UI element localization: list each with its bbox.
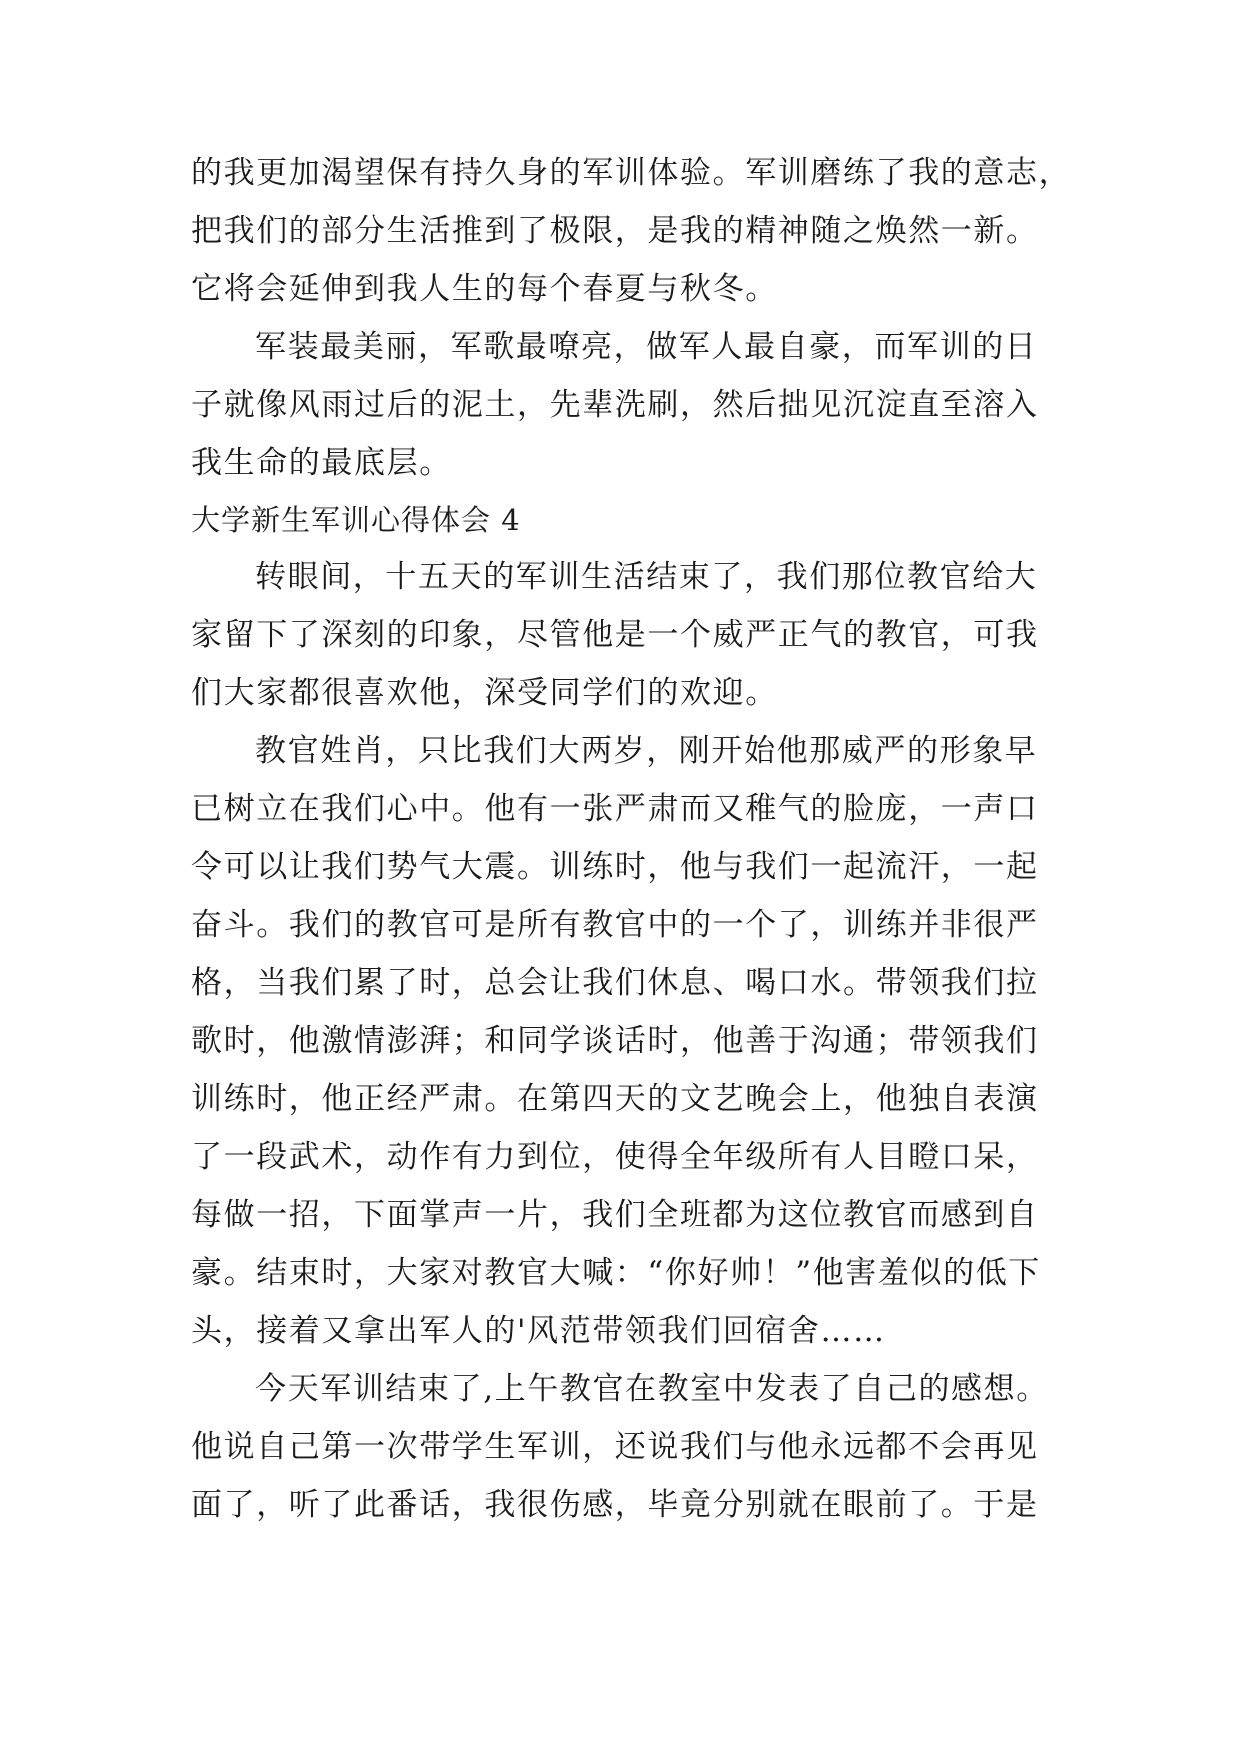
- paragraph-line: 面了，听了此番话，我很伤感，毕竟分别就在眼前了。于是: [191, 1487, 1039, 1523]
- paragraph-line: 已树立在我们心中。他有一张严肃而又稚气的脸庞，一声口: [191, 791, 1039, 827]
- paragraph-line: 我生命的最底层。: [191, 445, 452, 481]
- paragraph-line: 们大家都很喜欢他，深受同学们的欢迎。: [191, 675, 778, 711]
- paragraph-line: 豪。结束时，大家对教官大喊：“你好帅！”他害羞似的低下: [191, 1255, 1041, 1291]
- paragraph-line: 它将会延伸到我人生的每个春夏与秋冬。: [191, 271, 778, 307]
- paragraph-line: 教官姓肖，只比我们大两岁，刚开始他那威严的形象早: [255, 733, 1038, 769]
- paragraph-line: 令可以让我们势气大震。训练时，他与我们一起流汗，一起: [191, 849, 1039, 885]
- paragraph-line: 的我更加渴望保有持久身的军训体验。军训磨练了我的意志，: [191, 155, 1072, 191]
- paragraph-line: 子就像风雨过后的泥土，先辈洗刷，然后拙见沉淀直至溶入: [191, 387, 1039, 423]
- paragraph-line: 今天军训结束了,上午教官在教室中发表了自己的感想。: [255, 1371, 1049, 1407]
- paragraph-line: 转眼间，十五天的军训生活结束了，我们那位教官给大: [255, 559, 1038, 595]
- paragraph-line: 头，接着又拿出军人的'风范带领我们回宿舍……: [191, 1313, 886, 1349]
- paragraph-line: 每做一招，下面掌声一片，我们全班都为这位教官而感到自: [191, 1197, 1039, 1233]
- section-heading: 大学新生军训心得体会 4: [191, 503, 521, 537]
- paragraph-line: 他说自己第一次带学生军训，还说我们与他永远都不会再见: [191, 1429, 1039, 1465]
- paragraph-line: 奋斗。我们的教官可是所有教官中的一个了，训练并非很严: [191, 907, 1039, 943]
- paragraph-line: 军装最美丽，军歌最嘹亮，做军人最自豪，而军训的日: [255, 329, 1038, 365]
- paragraph-line: 家留下了深刻的印象，尽管他是一个威严正气的教官，可我: [191, 617, 1039, 653]
- paragraph-line: 训练时，他正经严肃。在第四天的文艺晚会上，他独自表演: [191, 1081, 1039, 1117]
- paragraph-line: 歌时，他激情澎湃；和同学谈话时，他善于沟通；带领我们: [191, 1023, 1039, 1059]
- paragraph-line: 了一段武术，动作有力到位，使得全年级所有人目瞪口呆，: [191, 1139, 1039, 1175]
- paragraph-line: 把我们的部分生活推到了极限，是我的精神随之焕然一新。: [191, 213, 1039, 249]
- paragraph-line: 格，当我们累了时，总会让我们休息、喝口水。带领我们拉: [191, 965, 1039, 1001]
